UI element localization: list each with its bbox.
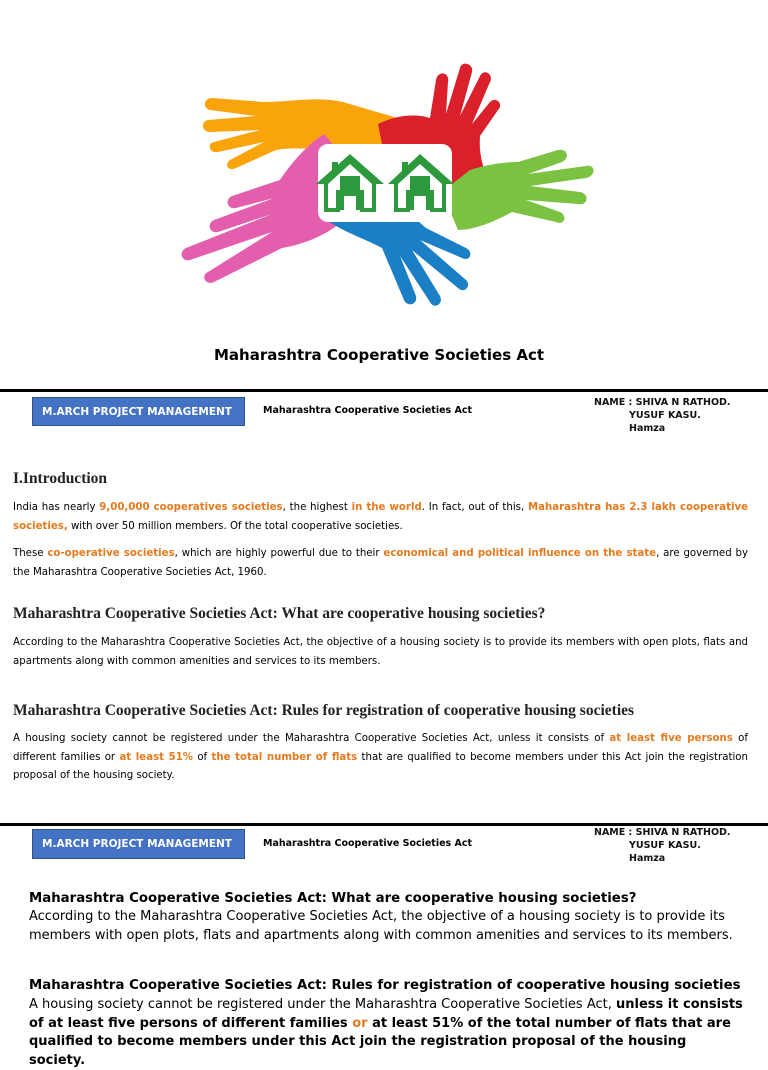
section-heading: Maharashtra Cooperative Societies Act: What are cooperative housing societies? [29,891,637,906]
bold-text: unless it consists of at least five persons of different families [29,997,743,1031]
text-run: of [193,751,212,763]
page-divider [0,389,768,392]
text-run: , the highest [282,502,352,513]
author-name-line: NAME : SHIVA N RATHOD. [594,397,731,408]
highlighted-text: co-operative societies [47,548,175,559]
bold-text: at least 51% of the total number of flats that are qualified to become members under this Act join the registration proposal of the housing society. [29,1015,731,1068]
author-name-line: Hamza [629,853,666,864]
text-run: . In fact, out of this, [421,502,528,513]
section-heading: Maharashtra Cooperative Societies Act: Rules for registration of cooperative housing societies [13,702,635,719]
course-badge: M.ARCH PROJECT MANAGEMENT [32,829,245,859]
text-run: India has nearly [13,502,100,513]
paragraph: According to the Maharashtra Cooperative Societies Act, the objective of a housing society is to provide its members with open plots, flats and apartments along with common amenities and services to its members. [29,909,733,943]
course-badge: M.ARCH PROJECT MANAGEMENT [32,397,245,426]
text-run: A housing society cannot be registered under the Maharashtra Cooperative Societies Act, unless it consists of [13,733,610,744]
text-run: A housing society cannot be registered under the Maharashtra Cooperative Societies Act, [29,997,617,1012]
text-run: with over 50 million members. Of the total cooperative societies. [67,520,403,532]
author-name-line: Hamza [629,423,666,434]
author-names [594,826,731,865]
header-title: Maharashtra Cooperative Societies Act [263,838,473,849]
highlighted-text: at least five persons [609,733,733,744]
author-name-line: YUSUF KASU. [629,410,701,421]
text-run: of different families or [13,733,748,763]
paragraph [29,996,744,1070]
section-heading: Maharashtra Cooperative Societies Act: Rules for registration of cooperative housing societies [29,978,741,993]
author-names [594,396,731,435]
paragraph [13,545,748,582]
header-title: Maharashtra Cooperative Societies Act [263,405,473,416]
highlighted-text: economical and political influence on the state [383,548,657,559]
text-run: , which are highly powerful due to their [174,548,384,559]
paragraph [13,499,748,536]
text-run: , are governed by the Maharashtra Cooperative Societies Act, 1960. [13,548,749,578]
text-run: that are qualified to become members under this Act join the registration proposal of the housing society. [13,751,748,781]
highlighted-text: the total number of flats [211,751,358,763]
text-run: These [13,548,48,559]
highlighted-text: 9,00,000 cooperatives societies [99,502,283,513]
highlighted-text: at least 51% [119,751,194,763]
highlighted-text: Maharashtra has 2.3 lakh cooperative societies, [13,502,748,532]
highlighted-text: in the world [351,502,422,513]
paragraph: According to the Maharashtra Cooperative Societies Act, the objective of a housing society is to provide its members with open plots, flats and apartments along with common amenities and services to its members. [13,637,748,667]
page-title: Maharashtra Cooperative Societies Act [213,346,545,364]
author-name-line: NAME : SHIVA N RATHOD. [594,827,731,838]
cooperative-hands-houses-logo [168,62,600,307]
section-heading: Maharashtra Cooperative Societies Act: What are cooperative housing societies? [13,605,546,622]
paragraph [13,730,748,786]
author-name-line: YUSUF KASU. [629,840,701,851]
highlighted-text: or [347,1015,373,1031]
section-heading: I.Introduction [13,470,108,487]
